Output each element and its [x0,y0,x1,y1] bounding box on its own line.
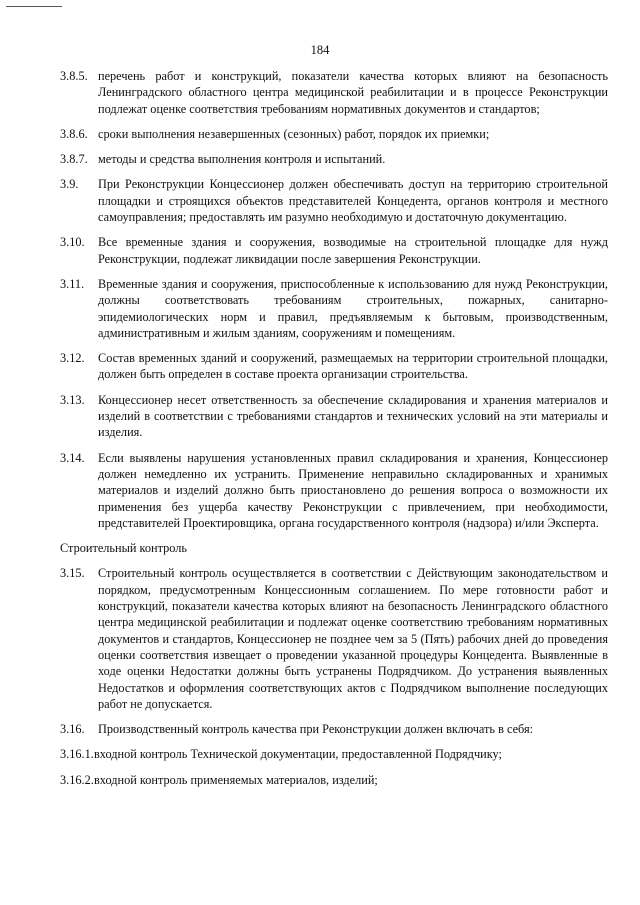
clause-3-13 [60,392,608,441]
clause-3-8-5 [60,68,608,117]
clause-number: 3.8.7. [60,152,88,167]
clause-text: Состав временных зданий и сооружений, размещаемых на территории строительной площадки, должен быть определен в составе проекта организации строительства. [98,351,608,382]
clause-3-16-2 [60,772,608,788]
clause-number: 3.13. [60,392,85,407]
clause-text: Концессионер несет ответственность за обеспечение складирования и хранения материалов и изделий в соответствии с требованиями стандартов и технических условий на эти материалы и изделия. [98,392,608,440]
clause-text: входной контроль Технической документации, предоставленной Подрядчику; [94,747,502,762]
clause-number: 3.9. [60,177,79,192]
clause-3-16-1 [60,746,608,762]
clause-3-14 [60,450,608,531]
clause-number: 3.12. [60,351,85,366]
clause-text: Строительный контроль осуществляется в соответствии с Действующим законодательством и порядком, предусмотренным Концессионным соглашением. По мере готовности работ и конструкций, показатели качества которых влияют на безопасность Ленинградского областного центра медицинской реабилитации и подлежат оценке соответствию требованиям нормативных документов и стандартов, Концессионер не позднее чем за 5 (Пять) рабочих дней до проведения оценки соответствия извещает о проведении указанной процедуры Концедента. Выявленные в ходе оценки Недостатки должны быть устранены Подрядчиком. До устранения выявленных Недостатков и оформления соответствующих актов с Подрядчиком выполнение последующих работ не допускается. [98,566,608,711]
clause-3-10 [60,234,608,267]
clause-number: 3.15. [60,566,85,581]
clause-text: перечень работ и конструкций, показатели качества которых влияют на безопасность Ленинградского областного центра медицинской реабилитации и в процессе Реконструкции подлежат оценке соответствия требованиям нормативных документов и стандартов; [98,69,608,116]
clause-number: 3.14. [60,450,85,465]
clause-text: Производственный контроль качества при Реконструкции должен включать в себя: [98,722,534,737]
clause-3-12 [60,350,608,383]
clause-3-11 [60,276,608,341]
page-number: 184 [310,43,330,57]
clause-number: 3.8.5. [60,69,88,83]
clause-number: 3.16. [60,722,85,737]
clause-3-8-7 [60,151,608,167]
scan-artifact-line [6,6,62,7]
clause-3-15 [60,565,608,712]
clause-number: 3.16.2. [60,772,94,787]
clause-number: 3.8.6. [60,126,88,141]
clause-text: При Реконструкции Концессионер должен обеспечивать доступ на территорию строительной площадки и строящихся объектов представителей Концедента, органов контроля и местного самоуправления; предоставлять им разумно необходимую и достаточную документацию. [98,177,608,225]
clause-text: методы и средства выполнения контроля и испытаний. [98,152,386,167]
section-heading: Строительный контроль [60,541,187,556]
clause-text: входной контроль применяемых материалов, изделий; [94,772,378,787]
clause-3-16 [60,721,608,737]
clause-text: сроки выполнения незавершенных (сезонных) работ, порядок их приемки; [98,126,490,141]
clause-3-8-6 [60,126,608,142]
clause-text: Все временные здания и сооружения, возводимые на строительной площадке для нужд Реконструкции, подлежат ликвидации после завершения Реконструкции. [98,235,608,266]
document-body [60,68,608,797]
clause-3-9 [60,176,608,225]
clause-text: Если выявлены нарушения установленных правил складирования и хранения, Концессионер должен немедленно их устранить. Применение неправильно складированных и хранимых материалов и изделий должно быть приостановлено до решения вопроса о возможности их применения без ущерба качеству Реконструкции с привлечением, при необходимости, представителей Проектировщика, органа государственного контроля (надзора) и/или Эксперта. [98,450,608,530]
clause-text: Временные здания и сооружения, приспособленные к использованию для нужд Реконструкции, должны соответствовать требованиям строительных, пожарных, санитарно-эпидемиологических норм и правил, предъявляемым к бытовым, производственным, административным и жилым зданиям, сооружениям и помещениям. [98,276,608,340]
clause-number: 3.11. [60,276,85,291]
clause-number: 3.16.1. [60,747,94,762]
clause-number: 3.10. [60,235,85,250]
